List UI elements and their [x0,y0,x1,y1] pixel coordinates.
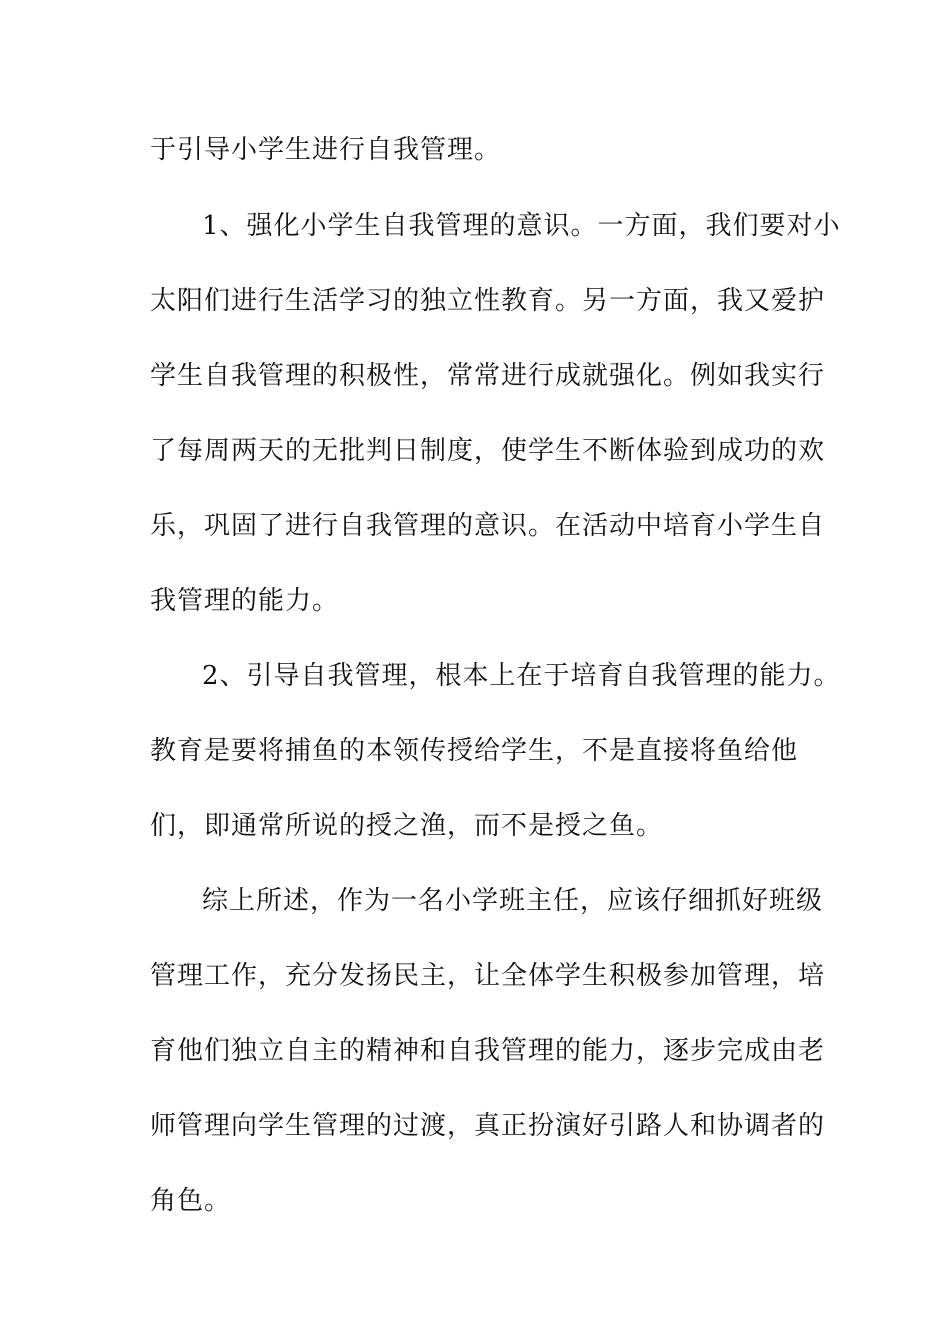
text-line: 学生自我管理的积极性，常常进行成就强化。例如我实行 [150,361,826,391]
text-line: 太阳们进行生活学习的独立性教育。另一方面，我又爱护 [150,286,826,316]
text-line: 了每周两天的无批判日制度，使学生不断体验到成功的欢 [150,436,826,466]
text-line: 我管理的能力。 [150,586,340,616]
text-line: 育他们独立自主的精神和自我管理的能力，逐步完成由老 [150,1036,826,1066]
text-line: 于引导小学生进行自我管理。 [150,135,502,165]
text-line: 2、引导自我管理，根本上在于培育自我管理的能力。 [202,661,841,691]
text-line: 综上所述，作为一名小学班主任，应该仔细抓好班级 [202,886,824,916]
text-line: 管理工作，充分发扬民主，让全体学生积极参加管理，培 [150,961,826,991]
text-line: 1、强化小学生自我管理的意识。一方面，我们要对小 [202,211,841,241]
text-line: 们，即通常所说的授之渔，而不是授之鱼。 [150,811,664,841]
text-line: 师管理向学生管理的过渡，真正扮演好引路人和协调者的 [150,1111,826,1141]
text-line: 乐，巩固了进行自我管理的意识。在活动中培育小学生自 [150,511,826,541]
text-line: 教育是要将捕鱼的本领传授给学生，不是直接将鱼给他 [150,736,799,766]
text-line: 角色。 [150,1186,232,1216]
